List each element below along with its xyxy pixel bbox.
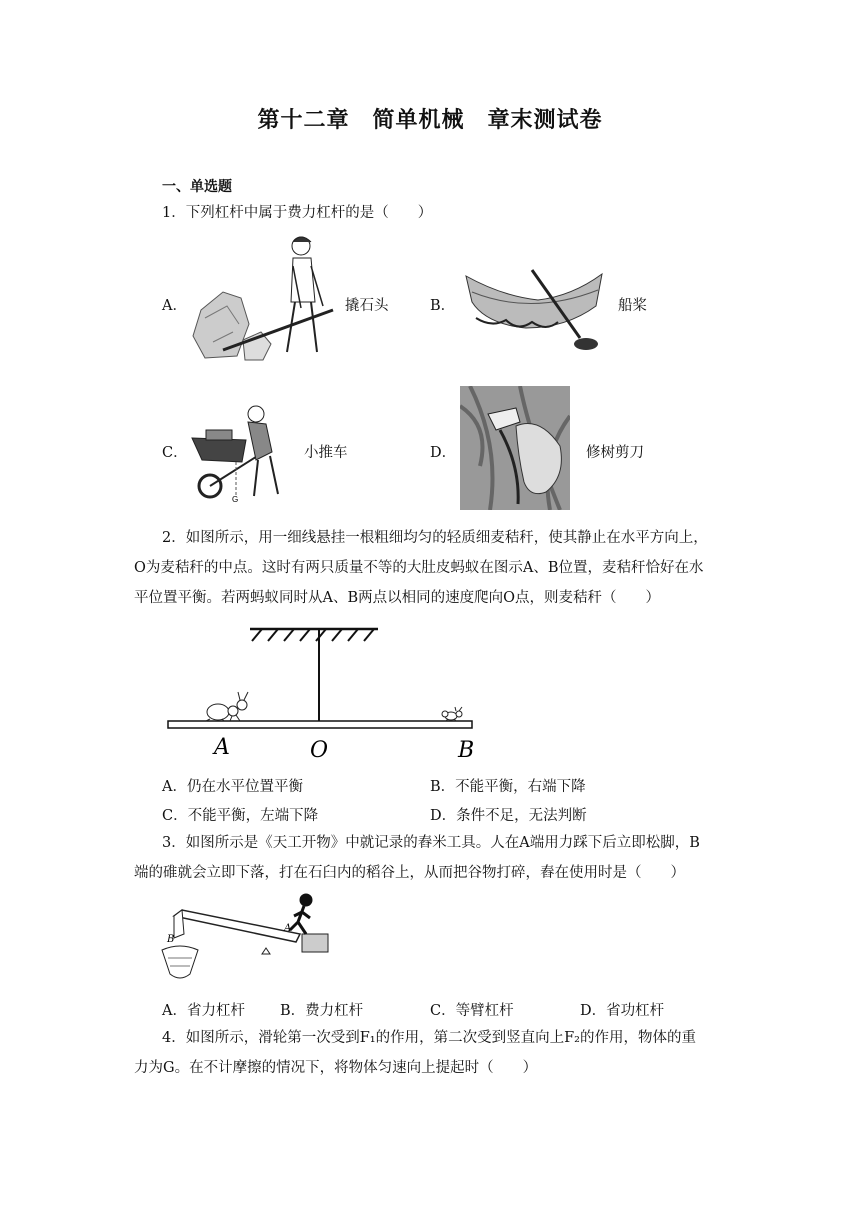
q1-option-d-letter: D． <box>430 445 457 461</box>
q3-diagram-rice-pounder <box>160 890 340 992</box>
q3-option-c: C．等臂杠杆 <box>430 1003 514 1019</box>
q1-option-c-letter: C． <box>162 445 188 461</box>
q3-stem-line-1: 3．如图所示是《天工开物》中就记录的舂米工具。人在A端用力踩下后立即松脚，B <box>162 835 700 851</box>
q2-option-a: A．仍在水平位置平衡 <box>162 779 303 795</box>
q3-stem-line-2: 端的碓就会立即下落，打在石臼内的稻谷上，从而把谷物打碎，舂在使用时是（ ） <box>134 865 685 881</box>
q1-option-d-caption: 修树剪刀 <box>586 445 644 461</box>
ant-small-icon <box>442 707 462 721</box>
svg-text:G: G <box>232 495 239 504</box>
q2-option-b: B．不能平衡，右端下降 <box>430 779 586 795</box>
q1-option-a-letter: A． <box>162 298 187 314</box>
q3-option-b: B．费力杠杆 <box>280 1003 364 1019</box>
ant-large-icon <box>206 692 248 721</box>
q4-stem-line-2: 力为G。在不计摩擦的情况下，将物体匀速向上提起时（ ） <box>134 1060 538 1076</box>
q4-stem-line-1: 4．如图所示，滑轮第一次受到F₁的作用，第二次受到竖直向上F₂的作用，物体的重 <box>162 1030 696 1046</box>
mortar-icon <box>162 946 198 978</box>
pounder-beam <box>174 910 300 942</box>
label-o: O <box>310 738 329 763</box>
q1-image-wheelbarrow <box>186 400 298 504</box>
person-icon <box>290 895 311 934</box>
section-heading: 一、单选题 <box>162 179 232 195</box>
label-b: B <box>167 934 175 945</box>
ceiling-hatching <box>252 629 374 641</box>
stone-block <box>302 934 328 952</box>
page-title: 第十二章 简单机械 章末测试卷 <box>257 108 603 133</box>
label-a: A <box>284 923 292 934</box>
q1-image-pruning-shears <box>460 386 570 510</box>
fulcrum-icon <box>262 948 270 954</box>
label-a: A <box>214 735 230 760</box>
straw-lever <box>168 721 472 728</box>
q1-option-a-caption: 撬石头 <box>345 298 389 314</box>
q1-image-prying-stone <box>183 232 343 368</box>
q2-diagram-straw-lever <box>160 618 490 764</box>
q1-option-c-caption: 小推车 <box>304 445 348 461</box>
q2-stem-line-3: 平位置平衡。若两蚂蚁同时从A、B两点以相同的速度爬向O点，则麦秸秆（ ） <box>134 590 661 606</box>
q1-option-b-caption: 船桨 <box>618 298 647 314</box>
q2-stem-line-2: O为麦秸秆的中点。这时有两只质量不等的大肚皮蚂蚁在图示A、B位置，麦秸秆恰好在水 <box>134 560 704 576</box>
q3-option-a: A．省力杠杆 <box>162 1003 245 1019</box>
q1-image-boat-oar <box>462 266 614 354</box>
q1-option-b-letter: B． <box>430 298 456 314</box>
q2-option-d: D．条件不足，无法判断 <box>430 808 587 824</box>
q3-option-d: D．省功杠杆 <box>580 1003 665 1019</box>
q2-option-c: C．不能平衡，左端下降 <box>162 808 319 824</box>
label-b: B <box>458 738 475 763</box>
q1-stem: 1．下列杠杆中属于费力杠杆的是（ ） <box>162 205 433 221</box>
q2-stem-line-1: 2．如图所示，用一细线悬挂一根粗细均匀的轻质细麦秸秆，使其静止在水平方向上， <box>162 530 708 546</box>
